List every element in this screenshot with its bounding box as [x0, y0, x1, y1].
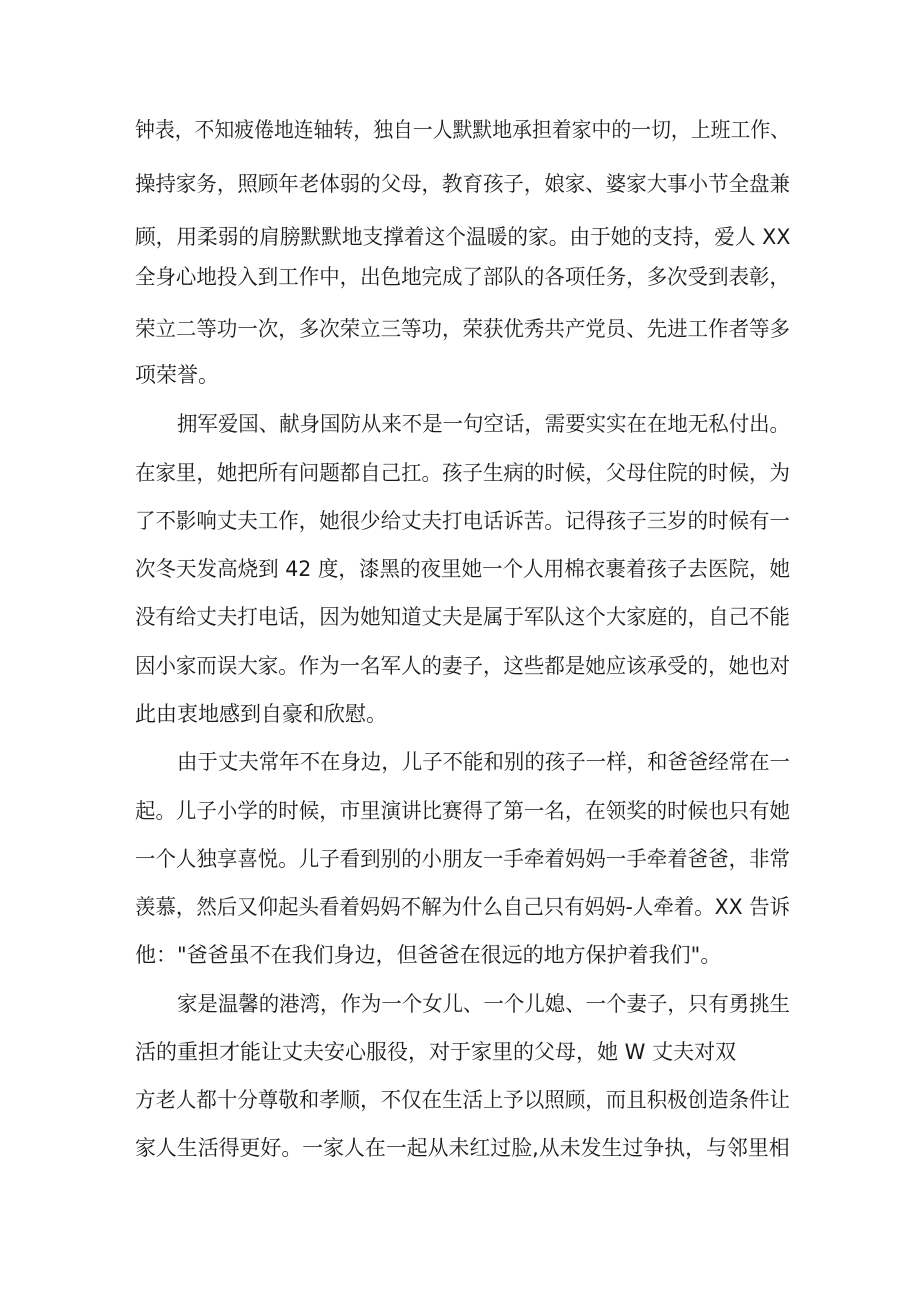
text-line: 了不影响丈夫工作，她很少给丈夫打电话诉苦。记得孩子三岁的时候有一 [135, 509, 790, 533]
text-line: 因小家而误大家。作为一名军人的妻子，这些都是她应该承受的，她也对 [135, 654, 790, 678]
text-line: 家人生活得更好。一家人在一起从未红过脸,从未发生过争执，与邻里相 [135, 1136, 790, 1160]
text-line: 一个人独享喜悦。儿子看到别的小朋友一手牵着妈妈一手牵着爸爸，非常 [135, 847, 790, 871]
text-line: 他："爸爸虽不在我们身边，但爸爸在很远的地方保护着我们"。 [135, 943, 722, 967]
text-line: 在家里，她把所有问题都自己扛。孩子生病的时候，父母住院的时候，为 [135, 461, 790, 485]
text-line: 羡慕，然后又仰起头看着妈妈不解为什么自己只有妈妈-人牵着。XX 告诉 [135, 895, 791, 919]
text-line: 由于丈夫常年不在身边，儿子不能和别的孩子一样，和爸爸经常在一 [177, 750, 790, 774]
text-line: 起。儿子小学的时候，市里演讲比赛得了第一名，在领奖的时候也只有她 [135, 799, 790, 823]
text-line: 此由衷地感到自豪和欣慰。 [135, 702, 387, 726]
text-line: 方老人都十分尊敬和孝顺，不仅在生活上予以照顾，而且积极创造条件让 [135, 1088, 790, 1112]
text-line: 顾，用柔弱的肩膀默默地支撑着这个温暖的家。由于她的支持，爱人 XX [135, 225, 791, 249]
text-line: 荣立二等功一次，多次荣立三等功，荣获优秀共产党员、先进工作者等多 [135, 317, 790, 341]
text-line: 次冬天发高烧到 42 度，漆黑的夜里她一个人用棉衣裹着孩子去医院，她 [135, 557, 791, 581]
text-line: 钟表，不知疲倦地连轴转，独自一人默默地承担着家中的一切，上班工作、 [135, 118, 791, 142]
text-line: 活的重担才能让丈夫安心服役，对于家里的父母，她 W 丈夫对双 [135, 1040, 737, 1064]
text-line: 全身心地投入到工作中，出色地完成了部队的各项任务，多次受到表彰， [135, 265, 790, 289]
text-line: 操持家务，照顾年老体弱的父母，教育孩子，娘家、婆家大事小节全盘兼 [135, 172, 790, 196]
text-line: 没有给丈夫打电话，因为她知道丈夫是属于军队这个大家庭的，自己不能 [135, 605, 790, 629]
text-line: 项荣誉。 [135, 363, 219, 387]
text-line: 家是温馨的港湾，作为一个女儿、一个儿媳、一个妻子，只有勇挑生 [177, 992, 790, 1016]
text-line: 拥军爱国、献身国防从来不是一句空话，需要实实在在地无私付出。 [177, 412, 790, 436]
